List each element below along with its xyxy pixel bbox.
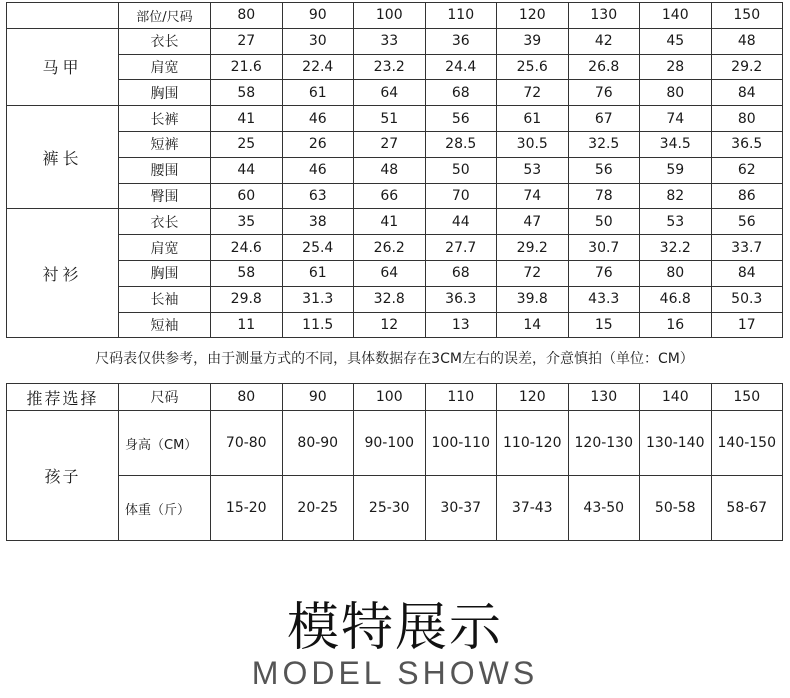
value-cell: 84 (711, 80, 783, 106)
value-cell: 80 (711, 106, 783, 132)
value-cell: 80-90 (282, 411, 354, 476)
value-cell: 21.6 (211, 54, 283, 80)
value-cell: 76 (568, 80, 640, 106)
value-cell: 29.8 (211, 286, 283, 312)
value-cell: 32.2 (640, 235, 712, 261)
table-row (7, 260, 783, 286)
value-cell: 47 (497, 209, 569, 235)
value-cell: 16 (640, 312, 712, 338)
measure-label-cell: 腰围 (119, 157, 211, 183)
value-cell: 37-43 (497, 476, 569, 541)
value-cell: 59 (640, 157, 712, 183)
header-size-cell: 90 (282, 3, 354, 29)
value-cell: 23.2 (354, 54, 426, 80)
header-size-cell: 130 (568, 384, 640, 411)
value-cell: 61 (282, 80, 354, 106)
value-cell: 58 (211, 260, 283, 286)
value-cell: 130-140 (640, 411, 712, 476)
value-cell: 72 (497, 80, 569, 106)
value-cell: 82 (640, 183, 712, 209)
table-row (7, 157, 783, 183)
recommendation-table (6, 383, 783, 541)
header-size-cell: 120 (497, 3, 569, 29)
header-size-cell: 80 (211, 384, 283, 411)
value-cell: 32.5 (568, 131, 640, 157)
value-cell: 25-30 (354, 476, 426, 541)
value-cell: 50.3 (711, 286, 783, 312)
value-cell: 64 (354, 80, 426, 106)
header-part-label: 部位/尺码 (119, 3, 211, 29)
value-cell: 44 (425, 209, 497, 235)
value-cell: 43-50 (568, 476, 640, 541)
measure-label-cell: 胸围 (119, 80, 211, 106)
value-cell: 48 (711, 28, 783, 54)
value-cell: 53 (497, 157, 569, 183)
recommend-size-label: 尺码 (119, 384, 211, 411)
value-cell: 27.7 (425, 235, 497, 261)
value-cell: 11.5 (282, 312, 354, 338)
size-chart-table (6, 2, 783, 338)
value-cell: 100-110 (425, 411, 497, 476)
value-cell: 67 (568, 106, 640, 132)
value-cell: 53 (640, 209, 712, 235)
value-cell: 29.2 (497, 235, 569, 261)
value-cell: 44 (211, 157, 283, 183)
value-cell: 24.4 (425, 54, 497, 80)
recommend-group-cell: 孩子 (7, 411, 119, 541)
value-cell: 90-100 (354, 411, 426, 476)
value-cell: 12 (354, 312, 426, 338)
value-cell: 50-58 (640, 476, 712, 541)
value-cell: 25.4 (282, 235, 354, 261)
value-cell: 38 (282, 209, 354, 235)
value-cell: 13 (425, 312, 497, 338)
value-cell: 68 (425, 260, 497, 286)
value-cell: 27 (211, 28, 283, 54)
header-size-cell: 130 (568, 3, 640, 29)
value-cell: 61 (497, 106, 569, 132)
value-cell: 34.5 (640, 131, 712, 157)
value-cell: 50 (425, 157, 497, 183)
table-row (7, 106, 783, 132)
value-cell: 70 (425, 183, 497, 209)
measure-label-cell: 短裤 (119, 131, 211, 157)
value-cell: 26.8 (568, 54, 640, 80)
value-cell: 41 (354, 209, 426, 235)
value-cell: 25 (211, 131, 283, 157)
header-size-cell: 110 (425, 3, 497, 29)
value-cell: 31.3 (282, 286, 354, 312)
header-size-cell: 100 (354, 384, 426, 411)
value-cell: 14 (497, 312, 569, 338)
value-cell: 64 (354, 260, 426, 286)
value-cell: 46 (282, 106, 354, 132)
value-cell: 27 (354, 131, 426, 157)
value-cell: 41 (211, 106, 283, 132)
recommend-label-cell: 体重（斤） (119, 476, 211, 541)
group-name-cell: 裤长 (7, 106, 119, 209)
value-cell: 84 (711, 260, 783, 286)
value-cell: 39 (497, 28, 569, 54)
value-cell: 56 (425, 106, 497, 132)
value-cell: 29.2 (711, 54, 783, 80)
value-cell: 80 (640, 80, 712, 106)
measure-label-cell: 臀围 (119, 183, 211, 209)
recommend-header-row (7, 384, 783, 411)
value-cell: 120-130 (568, 411, 640, 476)
value-cell: 15-20 (211, 476, 283, 541)
value-cell: 110-120 (497, 411, 569, 476)
table-row (7, 286, 783, 312)
group-name-cell: 衬衫 (7, 209, 119, 338)
value-cell: 86 (711, 183, 783, 209)
value-cell: 30-37 (425, 476, 497, 541)
recommend-title-cell: 推荐选择 (7, 384, 119, 411)
table-row (7, 54, 783, 80)
header-size-cell: 140 (640, 384, 712, 411)
value-cell: 24.6 (211, 235, 283, 261)
value-cell: 60 (211, 183, 283, 209)
section-title-cn: 模特展示 (286, 598, 503, 658)
value-cell: 17 (711, 312, 783, 338)
header-size-cell: 120 (497, 384, 569, 411)
value-cell: 50 (568, 209, 640, 235)
value-cell: 25.6 (497, 54, 569, 80)
value-cell: 35 (211, 209, 283, 235)
value-cell: 61 (282, 260, 354, 286)
measure-label-cell: 长袖 (119, 286, 211, 312)
value-cell: 48 (354, 157, 426, 183)
header-size-cell: 150 (711, 3, 783, 29)
value-cell: 51 (354, 106, 426, 132)
table-row (7, 183, 783, 209)
value-cell: 36 (425, 28, 497, 54)
table-row (7, 28, 783, 54)
value-cell: 62 (711, 157, 783, 183)
size-note: 尺码表仅供参考，由于测量方式的不同，具体数据存在3CM左右的误差，介意慎拍（单位：CM） (95, 351, 694, 367)
value-cell: 30.5 (497, 131, 569, 157)
value-cell: 140-150 (711, 411, 783, 476)
value-cell: 30.7 (568, 235, 640, 261)
recommend-label-cell: 身高（CM） (119, 411, 211, 476)
measure-label-cell: 肩宽 (119, 54, 211, 80)
value-cell: 46 (282, 157, 354, 183)
value-cell: 43.3 (568, 286, 640, 312)
value-cell: 56 (568, 157, 640, 183)
value-cell: 11 (211, 312, 283, 338)
value-cell: 46.8 (640, 286, 712, 312)
value-cell: 26.2 (354, 235, 426, 261)
value-cell: 74 (640, 106, 712, 132)
value-cell: 36.5 (711, 131, 783, 157)
value-cell: 70-80 (211, 411, 283, 476)
measure-label-cell: 衣长 (119, 209, 211, 235)
table-row (7, 411, 783, 476)
measure-label-cell: 胸围 (119, 260, 211, 286)
value-cell: 28 (640, 54, 712, 80)
table-row (7, 476, 783, 541)
value-cell: 45 (640, 28, 712, 54)
value-cell: 20-25 (282, 476, 354, 541)
value-cell: 72 (497, 260, 569, 286)
table-row (7, 235, 783, 261)
header-size-cell: 150 (711, 384, 783, 411)
value-cell: 42 (568, 28, 640, 54)
value-cell: 33 (354, 28, 426, 54)
table-row (7, 131, 783, 157)
value-cell: 56 (711, 209, 783, 235)
header-blank-cell (7, 3, 119, 29)
value-cell: 66 (354, 183, 426, 209)
header-size-cell: 100 (354, 3, 426, 29)
value-cell: 30 (282, 28, 354, 54)
measure-label-cell: 衣长 (119, 28, 211, 54)
value-cell: 58 (211, 80, 283, 106)
value-cell: 33.7 (711, 235, 783, 261)
value-cell: 15 (568, 312, 640, 338)
header-size-cell: 90 (282, 384, 354, 411)
section-title-en: MODEL SHOWS (251, 655, 539, 691)
value-cell: 78 (568, 183, 640, 209)
table-row (7, 312, 783, 338)
value-cell: 32.8 (354, 286, 426, 312)
header-size-cell: 80 (211, 3, 283, 29)
measure-label-cell: 短袖 (119, 312, 211, 338)
value-cell: 58-67 (711, 476, 783, 541)
table-row (7, 80, 783, 106)
table-row (7, 209, 783, 235)
value-cell: 26 (282, 131, 354, 157)
value-cell: 63 (282, 183, 354, 209)
value-cell: 28.5 (425, 131, 497, 157)
value-cell: 80 (640, 260, 712, 286)
measure-label-cell: 长裤 (119, 106, 211, 132)
value-cell: 39.8 (497, 286, 569, 312)
value-cell: 22.4 (282, 54, 354, 80)
value-cell: 74 (497, 183, 569, 209)
header-size-cell: 140 (640, 3, 712, 29)
group-name-cell: 马甲 (7, 28, 119, 105)
measure-label-cell: 肩宽 (119, 235, 211, 261)
value-cell: 76 (568, 260, 640, 286)
value-cell: 36.3 (425, 286, 497, 312)
value-cell: 68 (425, 80, 497, 106)
header-size-cell: 110 (425, 384, 497, 411)
size-header-row (7, 3, 783, 29)
